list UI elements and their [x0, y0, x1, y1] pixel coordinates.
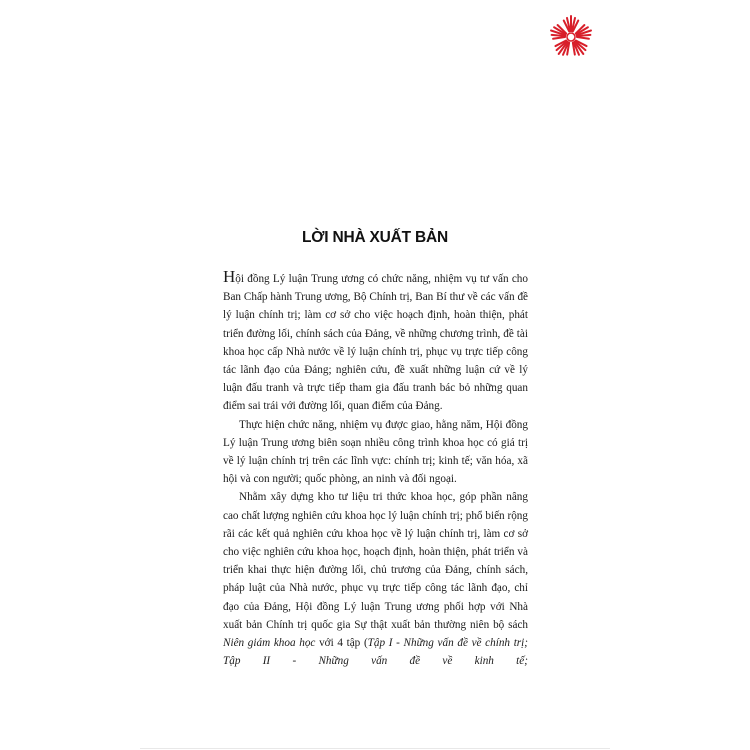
page-title: LỜI NHÀ XUẤT BẢN [301, 229, 449, 246]
paragraph-1-text: ội đồng Lý luận Trung ương có chức năng, nhiệm vụ tư vấn cho Ban Chấp hành Trung ương, Bộ Chính trị, Ban Bí thư về các vấn đề lý luận chính trị; làm cơ sở cho việc hoạch định, hoàn thiện, phát triển đường lối, chính sách của Đảng, về những chương trình, đề tài khoa học cấp Nhà nước về lý luận chính trị, phục vụ trực tiếp công tác lãnh đạo của Đảng; nghiên cứu, đề xuất những luận cứ về lý luận đấu tranh và trực tiếp tham gia đấu tranh bác bỏ những quan điểm sai trái với đường lối, quan điểm của Đảng. [223, 273, 528, 413]
logo-ray [577, 37, 589, 39]
volume-separator: ; [524, 637, 528, 650]
volume-2-title: Tập II - Những vấn đề về kinh tế [223, 655, 525, 668]
star-flag-icon [551, 16, 591, 55]
publisher-logo [548, 14, 594, 60]
paragraph-3 [223, 488, 528, 670]
logo-ray [577, 35, 590, 36]
logo-center [567, 33, 575, 41]
paragraph-3-end: ; [524, 655, 528, 668]
paragraph-3-text: Nhằm xây dựng kho tư liệu tri thức khoa học, góp phần nâng cao chất lượng nghiên cứu khoa học lý luận chính trị; phổ biến rộng rãi các kết quả nghiên cứu khoa học về lý luận chính trị, làm cơ sở cho việc nghiên cứu khoa học, hoạch định, hoàn thiện, phát triển và triển khai thực hiện đường lối, chủ trương của Đảng, chính sách, pháp luật của Nhà nước, phục vụ trực tiếp công tác lãnh đạo, chỉ đạo của Đảng, Hội đồng Lý luận Trung ương phối hợp với Nhà xuất bản Chính trị quốc gia Sự thật xuất bản thường niên bộ sách [223, 491, 528, 631]
volume-1-title: Tập I - Những vấn đề về chính trị [367, 637, 525, 650]
paragraph-2: Thực hiện chức năng, nhiệm vụ được giao, hằng năm, Hội đồng Lý luận Trung ương biên soạn nhiều công trình khoa học có giá trị về lý luận chính trị trên các lĩnh vực: chính trị; kinh tế; văn hóa, xã hội và con người; quốc phòng, an ninh và đối ngoại. [223, 418, 528, 486]
logo-ray [553, 37, 565, 39]
book-title: Niên giám khoa học [223, 637, 316, 650]
paragraph-1 [223, 267, 528, 416]
dropcap: H [223, 267, 236, 286]
body-text [223, 267, 528, 670]
paragraph-3-text-middle: với 4 tập ( [315, 637, 368, 650]
page-edge-divider [140, 748, 610, 749]
